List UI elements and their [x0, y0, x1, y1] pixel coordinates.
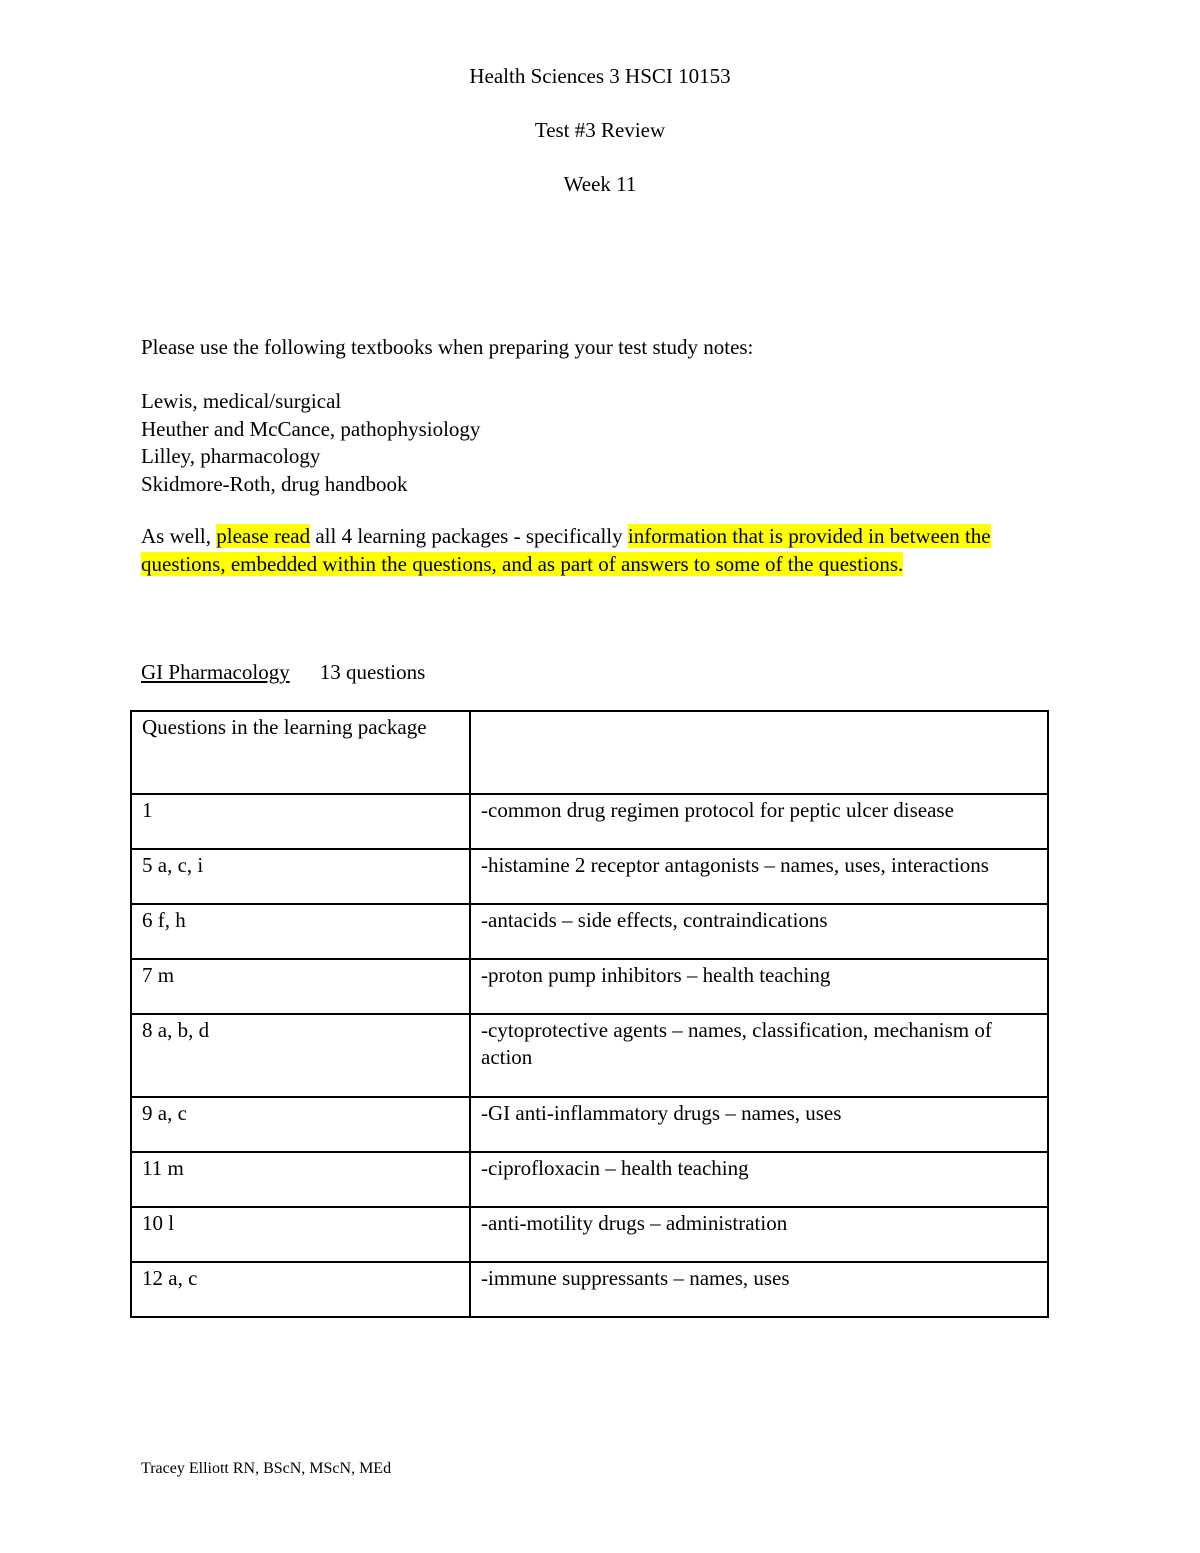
note-middle: all 4 learning packages - specifically: [310, 524, 628, 548]
question-number-cell: 9 a, c: [131, 1097, 470, 1152]
week-label: Week 11: [563, 172, 637, 196]
section-heading: [141, 658, 425, 686]
section-question-count: 13 questions: [319, 660, 426, 684]
table-header-cell: [470, 711, 1048, 794]
author-footer: Tracey Elliott RN, BScN, MScN, MEd: [141, 1460, 392, 1477]
note-highlight-please-read: please read: [216, 524, 311, 548]
table-row: [131, 959, 1048, 1014]
textbook-list: [141, 388, 1071, 498]
table-row: [131, 794, 1048, 849]
table-row: [131, 1097, 1048, 1152]
table-row: [131, 849, 1048, 904]
topic-cell: -common drug regimen protocol for peptic ulcer disease: [470, 794, 1048, 849]
textbook-item: Heuther and McCance, pathophysiology: [141, 416, 481, 441]
topic-cell: -immune suppressants – names, uses: [470, 1262, 1048, 1317]
table-header-row: [131, 711, 1048, 794]
section-title: GI Pharmacology: [141, 660, 290, 684]
review-table: [130, 710, 1049, 1318]
test-title: Test #3 Review: [534, 118, 666, 142]
table-row: [131, 1262, 1048, 1317]
textbook-item: Lilley, pharmacology: [141, 444, 321, 468]
question-number-cell: 10 l: [131, 1207, 470, 1262]
question-number-cell: 12 a, c: [131, 1262, 470, 1317]
table-row: [131, 1014, 1048, 1097]
question-number-cell: 11 m: [131, 1152, 470, 1207]
topic-cell: -anti-motility drugs – administration: [470, 1207, 1048, 1262]
topic-cell: -GI anti-inflammatory drugs – names, uses: [470, 1097, 1048, 1152]
note-prefix: As well,: [141, 524, 217, 548]
topic-cell: -proton pump inhibitors – health teaching: [470, 959, 1048, 1014]
question-number-cell: 1: [131, 794, 470, 849]
question-number-cell: 6 f, h: [131, 904, 470, 959]
textbook-item: Lewis, medical/surgical: [141, 389, 342, 413]
topic-cell: -cytoprotective agents – names, classification, mechanism of action: [470, 1014, 1048, 1097]
question-number-cell: 8 a, b, d: [131, 1014, 470, 1097]
topic-cell: -antacids – side effects, contraindications: [470, 904, 1048, 959]
question-number-cell: 5 a, c, i: [131, 849, 470, 904]
note-highlight-information: information that is provided in between the questions, embedded within the questions, and as part of answers to some of the questions.: [141, 524, 991, 576]
table-row: [131, 1207, 1048, 1262]
table-row: [131, 1152, 1048, 1207]
note-paragraph: [141, 523, 1071, 578]
question-number-cell: 7 m: [131, 959, 470, 1014]
intro-paragraph: [141, 334, 1071, 362]
topic-cell: -ciprofloxacin – health teaching: [470, 1152, 1048, 1207]
textbook-item: Skidmore-Roth, drug handbook: [141, 471, 408, 496]
intro-text: Please use the following textbooks when preparing your test study notes:: [141, 335, 754, 359]
table-row: [131, 904, 1048, 959]
table-header-cell: Questions in the learning package: [131, 711, 470, 794]
course-title: Health Sciences 3 HSCI 10153: [469, 64, 731, 88]
topic-cell: -histamine 2 receptor antagonists – names, uses, interactions: [470, 849, 1048, 904]
